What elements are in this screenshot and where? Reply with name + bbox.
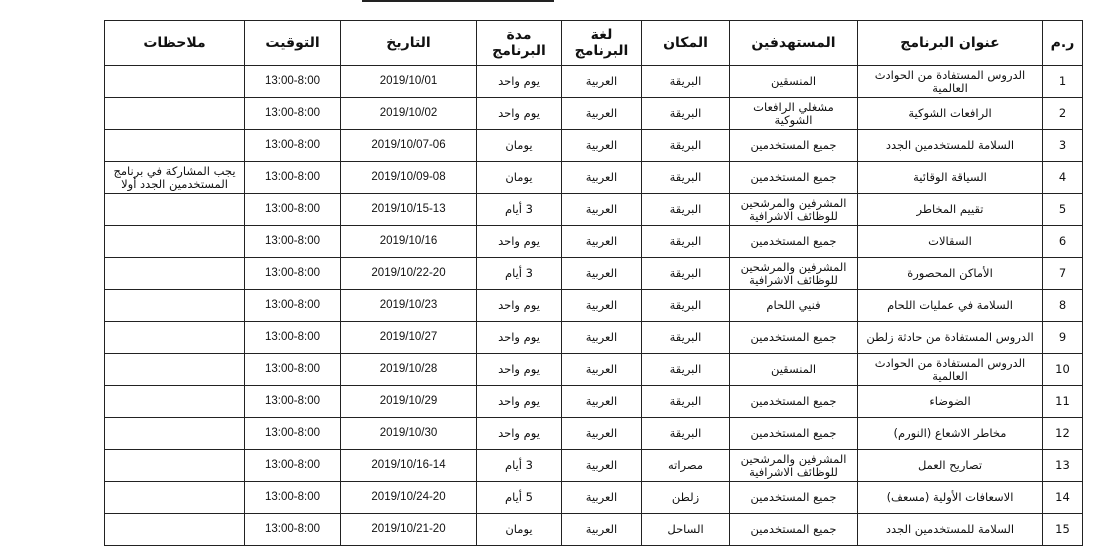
- cell-num: 9: [1043, 322, 1083, 354]
- cell-language: العربية: [562, 514, 642, 546]
- cell-place: البريقة: [642, 226, 730, 258]
- cell-audience: جميع المستخدمين: [730, 322, 858, 354]
- cell-time: 13:00-8:00: [245, 482, 341, 514]
- cell-time: 13:00-8:00: [245, 194, 341, 226]
- cell-duration: يوم واحد: [477, 98, 562, 130]
- header-num: ر.م: [1043, 21, 1083, 66]
- table-row: [105, 258, 1083, 290]
- cell-language: العربية: [562, 482, 642, 514]
- cell-audience: المشرفين والمرشحين للوظائف الاشرافية: [730, 258, 858, 290]
- cell-num: 15: [1043, 514, 1083, 546]
- top-rule: [362, 0, 554, 2]
- cell-num: 12: [1043, 418, 1083, 450]
- cell-date: 2019/10/21-20: [341, 514, 477, 546]
- header-place: المكان: [642, 21, 730, 66]
- cell-notes: [105, 290, 245, 322]
- table-row: [105, 130, 1083, 162]
- cell-title: تقييم المخاطر: [858, 194, 1043, 226]
- cell-audience: جميع المستخدمين: [730, 130, 858, 162]
- cell-notes: [105, 322, 245, 354]
- cell-audience: جميع المستخدمين: [730, 162, 858, 194]
- cell-notes: [105, 418, 245, 450]
- cell-audience: المشرفين والمرشحين للوظائف الاشرافية: [730, 194, 858, 226]
- header-notes: ملاحظات: [105, 21, 245, 66]
- cell-notes: [105, 482, 245, 514]
- cell-notes: [105, 450, 245, 482]
- cell-audience: جميع المستخدمين: [730, 386, 858, 418]
- cell-audience: المشرفين والمرشحين للوظائف الاشرافية: [730, 450, 858, 482]
- cell-duration: يومان: [477, 162, 562, 194]
- cell-language: العربية: [562, 450, 642, 482]
- cell-num: 10: [1043, 354, 1083, 386]
- cell-num: 8: [1043, 290, 1083, 322]
- cell-place: البريقة: [642, 194, 730, 226]
- cell-audience: المنسقين: [730, 66, 858, 98]
- cell-date: 2019/10/16-14: [341, 450, 477, 482]
- cell-place: البريقة: [642, 386, 730, 418]
- cell-date: 2019/10/28: [341, 354, 477, 386]
- cell-audience: فنيي اللحام: [730, 290, 858, 322]
- cell-time: 13:00-8:00: [245, 418, 341, 450]
- cell-num: 3: [1043, 130, 1083, 162]
- table-row: [105, 290, 1083, 322]
- cell-language: العربية: [562, 258, 642, 290]
- cell-date: 2019/10/16: [341, 226, 477, 258]
- cell-language: العربية: [562, 98, 642, 130]
- cell-place: البريقة: [642, 66, 730, 98]
- cell-time: 13:00-8:00: [245, 322, 341, 354]
- table-row: [105, 98, 1083, 130]
- cell-notes: يجب المشاركة في برنامج المستخدمين الجدد أولا: [105, 162, 245, 194]
- cell-date: 2019/10/27: [341, 322, 477, 354]
- cell-time: 13:00-8:00: [245, 258, 341, 290]
- cell-time: 13:00-8:00: [245, 386, 341, 418]
- header-date: التاريخ: [341, 21, 477, 66]
- header-title: عنوان البرنامج: [858, 21, 1043, 66]
- cell-audience: مشغلي الرافعات الشوكية: [730, 98, 858, 130]
- cell-date: 2019/10/29: [341, 386, 477, 418]
- cell-duration: 3 أيام: [477, 450, 562, 482]
- cell-title: الأماكن المحصورة: [858, 258, 1043, 290]
- cell-title: تصاريح العمل: [858, 450, 1043, 482]
- cell-title: الدروس المستفادة من حادثة زلطن: [858, 322, 1043, 354]
- cell-duration: يوم واحد: [477, 386, 562, 418]
- cell-title: السلامة للمستخدمين الجدد: [858, 514, 1043, 546]
- cell-notes: [105, 354, 245, 386]
- cell-duration: يومان: [477, 514, 562, 546]
- cell-language: العربية: [562, 162, 642, 194]
- cell-place: البريقة: [642, 354, 730, 386]
- cell-notes: [105, 194, 245, 226]
- cell-date: 2019/10/07-06: [341, 130, 477, 162]
- training-schedule-table: [104, 20, 1083, 546]
- table-row: [105, 162, 1083, 194]
- table-row: [105, 226, 1083, 258]
- cell-audience: جميع المستخدمين: [730, 418, 858, 450]
- cell-duration: يوم واحد: [477, 290, 562, 322]
- cell-language: العربية: [562, 418, 642, 450]
- cell-title: الضوضاء: [858, 386, 1043, 418]
- cell-time: 13:00-8:00: [245, 226, 341, 258]
- cell-title: الدروس المستفادة من الحوادث العالمية: [858, 66, 1043, 98]
- cell-notes: [105, 130, 245, 162]
- cell-time: 13:00-8:00: [245, 66, 341, 98]
- header-row: [105, 21, 1083, 66]
- cell-audience: جميع المستخدمين: [730, 514, 858, 546]
- cell-language: العربية: [562, 130, 642, 162]
- cell-time: 13:00-8:00: [245, 290, 341, 322]
- cell-place: البريقة: [642, 98, 730, 130]
- cell-date: 2019/10/15-13: [341, 194, 477, 226]
- cell-place: زلطن: [642, 482, 730, 514]
- header-time: التوقيت: [245, 21, 341, 66]
- cell-date: 2019/10/30: [341, 418, 477, 450]
- cell-time: 13:00-8:00: [245, 130, 341, 162]
- cell-num: 7: [1043, 258, 1083, 290]
- cell-language: العربية: [562, 354, 642, 386]
- cell-place: البريقة: [642, 418, 730, 450]
- cell-date: 2019/10/22-20: [341, 258, 477, 290]
- cell-title: الاسعافات الأولية (مسعف): [858, 482, 1043, 514]
- cell-language: العربية: [562, 290, 642, 322]
- cell-audience: جميع المستخدمين: [730, 482, 858, 514]
- cell-language: العربية: [562, 194, 642, 226]
- header-language: لغة البرنامج: [562, 21, 642, 66]
- cell-notes: [105, 258, 245, 290]
- cell-num: 4: [1043, 162, 1083, 194]
- cell-audience: المنسقين: [730, 354, 858, 386]
- cell-language: العربية: [562, 226, 642, 258]
- cell-place: مصراته: [642, 450, 730, 482]
- table-row: [105, 386, 1083, 418]
- cell-date: 2019/10/01: [341, 66, 477, 98]
- cell-time: 13:00-8:00: [245, 98, 341, 130]
- cell-title: الدروس المستفادة من الحوادث العالمية: [858, 354, 1043, 386]
- cell-time: 13:00-8:00: [245, 162, 341, 194]
- cell-notes: [105, 98, 245, 130]
- cell-duration: 3 أيام: [477, 194, 562, 226]
- cell-title: مخاطر الاشعاع (النورم): [858, 418, 1043, 450]
- cell-notes: [105, 226, 245, 258]
- cell-num: 2: [1043, 98, 1083, 130]
- cell-language: العربية: [562, 386, 642, 418]
- cell-date: 2019/10/02: [341, 98, 477, 130]
- cell-time: 13:00-8:00: [245, 354, 341, 386]
- cell-num: 11: [1043, 386, 1083, 418]
- cell-num: 6: [1043, 226, 1083, 258]
- cell-audience: جميع المستخدمين: [730, 226, 858, 258]
- table-row: [105, 194, 1083, 226]
- table-row: [105, 482, 1083, 514]
- cell-notes: [105, 386, 245, 418]
- table-row: [105, 418, 1083, 450]
- cell-duration: يوم واحد: [477, 354, 562, 386]
- cell-title: الرافعات الشوكية: [858, 98, 1043, 130]
- cell-duration: 5 أيام: [477, 482, 562, 514]
- table-row: [105, 354, 1083, 386]
- cell-title: السياقة الوقائية: [858, 162, 1043, 194]
- cell-place: البريقة: [642, 258, 730, 290]
- cell-language: العربية: [562, 66, 642, 98]
- cell-title: السلامة في عمليات اللحام: [858, 290, 1043, 322]
- cell-place: البريقة: [642, 322, 730, 354]
- header-audience: المستهدفين: [730, 21, 858, 66]
- cell-date: 2019/10/23: [341, 290, 477, 322]
- cell-notes: [105, 66, 245, 98]
- cell-num: 5: [1043, 194, 1083, 226]
- cell-place: البريقة: [642, 130, 730, 162]
- cell-place: الساحل: [642, 514, 730, 546]
- cell-duration: 3 أيام: [477, 258, 562, 290]
- header-duration: مدة البرنامج: [477, 21, 562, 66]
- cell-duration: يوم واحد: [477, 66, 562, 98]
- cell-date: 2019/10/09-08: [341, 162, 477, 194]
- cell-place: البريقة: [642, 290, 730, 322]
- cell-title: السقالات: [858, 226, 1043, 258]
- cell-duration: يومان: [477, 130, 562, 162]
- cell-notes: [105, 514, 245, 546]
- cell-duration: يوم واحد: [477, 322, 562, 354]
- table-row: [105, 66, 1083, 98]
- cell-place: البريقة: [642, 162, 730, 194]
- cell-language: العربية: [562, 322, 642, 354]
- cell-num: 14: [1043, 482, 1083, 514]
- table-row: [105, 450, 1083, 482]
- cell-time: 13:00-8:00: [245, 450, 341, 482]
- table-row: [105, 514, 1083, 546]
- cell-duration: يوم واحد: [477, 226, 562, 258]
- cell-num: 13: [1043, 450, 1083, 482]
- cell-duration: يوم واحد: [477, 418, 562, 450]
- table-row: [105, 322, 1083, 354]
- cell-num: 1: [1043, 66, 1083, 98]
- cell-title: السلامة للمستخدمين الجدد: [858, 130, 1043, 162]
- cell-date: 2019/10/24-20: [341, 482, 477, 514]
- cell-time: 13:00-8:00: [245, 514, 341, 546]
